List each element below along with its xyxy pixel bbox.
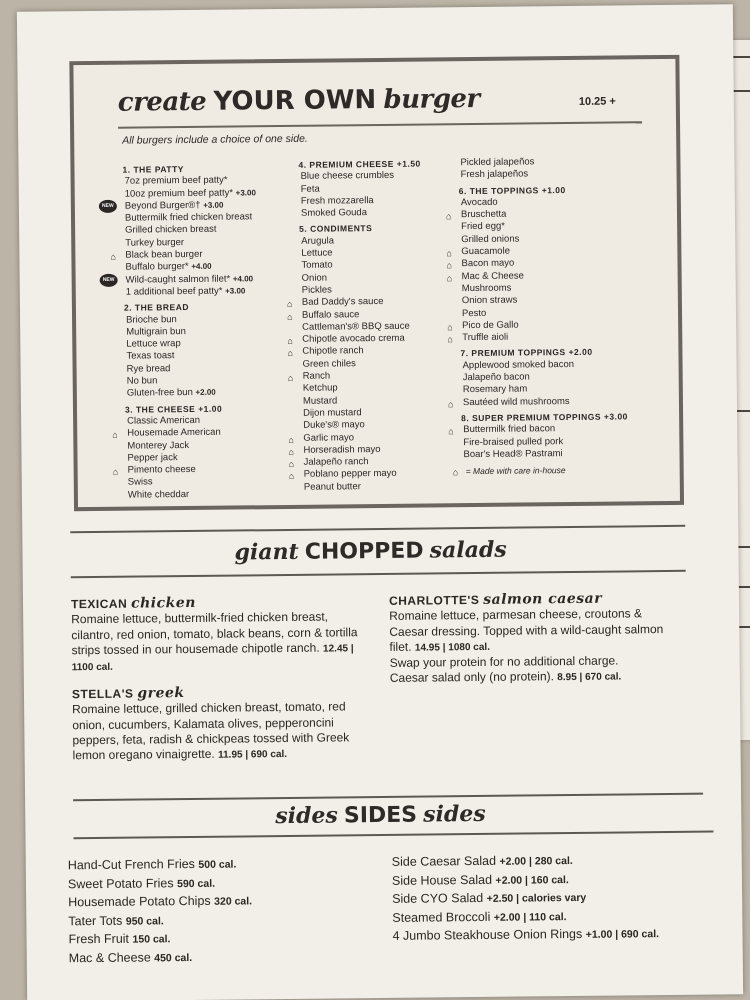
house-icon: ⌂ — [446, 272, 453, 283]
item-name: Cattleman's® BBQ sauce — [302, 320, 410, 333]
house-icon: ⌂ — [110, 251, 116, 262]
list-item — [126, 488, 296, 502]
burger-column-3 — [445, 155, 651, 478]
item-name: Rye bread — [126, 362, 171, 375]
item-name: Avocado — [460, 196, 498, 209]
sides-heading — [275, 801, 486, 829]
salad-price: 12.45 | 1100 cal. — [71, 643, 354, 674]
item-name: Bacon mayo — [461, 257, 515, 270]
item-name: Dijon mustard — [302, 407, 362, 419]
toppings-heading-label: 6. THE TOPPINGS — [458, 184, 539, 196]
caesar-only-price: 8.95 | 670 cal. — [557, 671, 622, 684]
item-price: +3.00 — [235, 187, 256, 198]
item-name: Boar's Head® Pastrami — [463, 447, 563, 460]
item-name: Mushrooms — [461, 282, 512, 295]
item-name: Texas toast — [126, 350, 175, 363]
toppings-list — [445, 195, 651, 345]
house-icon: ⌂ — [288, 459, 295, 470]
charlottes-salmon-caesar-salad — [389, 591, 680, 688]
sides-right-list — [392, 851, 659, 946]
burger-base-price: 10.25 + — [578, 95, 616, 108]
item-name: Horseradish mayo — [303, 443, 381, 456]
item-name: Brioche bun — [126, 313, 177, 326]
salad-desc-text: Romaine lettuce, grilled chicken breast, tomato, red onion, cucumbers, Kalamata olives, pepperoncini peppers, feta, radish & chickpeas tossed with Greek lemon oregano vinaigrette. — [72, 699, 350, 763]
item-name: Duke's® mayo — [303, 419, 365, 432]
item-name: Pesto — [461, 307, 487, 319]
item-price: +4.00 — [232, 273, 254, 284]
item-name: Black bean burger — [125, 248, 203, 261]
item-name: Classic American — [127, 414, 201, 427]
sides-heading-script-2: sides — [423, 800, 486, 828]
item-name: Bruschetta — [460, 208, 507, 221]
side-calories: 150 cal. — [132, 933, 171, 946]
item-name: Feta — [300, 183, 320, 195]
premium-toppings-heading-label: 7. PREMIUM TOPPINGS — [460, 347, 566, 359]
side-calories: +2.00 | 160 cal. — [495, 873, 569, 887]
item-name: Mac & Cheese — [461, 270, 524, 282]
item-name: Truffle aioli — [462, 331, 509, 344]
premium-toppings-heading-price: +2.00 — [568, 347, 593, 358]
side-calories: +2.00 | 110 cal. — [493, 910, 567, 924]
side-calories: 450 cal. — [154, 951, 193, 964]
house-icon: ⌂ — [447, 398, 454, 409]
item-name: Peanut butter — [303, 480, 361, 493]
item-name: Mustard — [302, 395, 338, 407]
side-name: Fresh Fruit — [68, 931, 130, 947]
item-name: Pico de Gallo — [462, 319, 519, 331]
item-name: Fresh mozzarella — [300, 194, 374, 207]
item-name: 10oz premium beef patty* — [124, 187, 234, 200]
item-name: Poblano pepper mayo — [303, 468, 397, 481]
salads-heading-script-2: salads — [429, 536, 507, 564]
item-name: Ketchup — [302, 382, 338, 395]
sides-top-rule — [73, 793, 703, 802]
item-name: Bad Daddy's sauce — [301, 296, 384, 309]
item-name: 7oz premium beef patty* — [124, 174, 228, 187]
side-item — [69, 948, 253, 968]
item-name: Grilled onions — [461, 233, 520, 245]
salads-bottom-rule — [71, 570, 686, 578]
item-name: Onion — [301, 272, 328, 284]
item-name: Green chiles — [302, 357, 356, 370]
item-price: +3.00 — [225, 286, 246, 296]
premium-toppings-list — [447, 358, 652, 409]
item-name: Rosemary ham — [462, 383, 528, 396]
bread-heading: 2. THE BREAD — [123, 302, 190, 313]
item-name: Blue cheese crumbles — [300, 170, 395, 183]
item-price: +2.00 — [195, 388, 216, 398]
item-name: Onion straws — [461, 294, 518, 307]
side-calories: 500 cal. — [198, 858, 237, 871]
bread-list — [124, 312, 295, 388]
house-icon: ⌂ — [445, 211, 452, 222]
item-name: Buffalo sauce — [301, 308, 360, 321]
salad-title-script: salmon caesar — [483, 590, 603, 608]
item-name: Pimento cheese — [127, 464, 196, 476]
patty-list — [101, 174, 294, 299]
sides-heading-caps: SIDES — [343, 802, 418, 829]
item-name: Chipotle ranch — [302, 345, 364, 358]
jalapeno-list — [458, 155, 648, 182]
list-item — [447, 330, 650, 345]
menu-page — [17, 4, 743, 1000]
item-name: Gluten-free bun — [126, 387, 193, 399]
list-item — [459, 167, 649, 181]
item-name: No bun — [126, 375, 158, 387]
side-calories: 950 cal. — [125, 914, 164, 928]
side-calories: 590 cal. — [177, 877, 216, 890]
burger-side-note: All burgers include a choice of one side. — [122, 132, 308, 147]
item-name: Garlic mayo — [303, 431, 355, 444]
patty-heading: 1. THE PATTY — [122, 164, 184, 175]
texican-chicken-salad — [71, 594, 372, 676]
list-item — [124, 285, 294, 299]
item-name: Lettuce wrap — [126, 338, 181, 350]
side-item — [68, 911, 252, 931]
side-calories: +2.50 | calories vary — [486, 891, 587, 905]
side-calories: 320 cal. — [214, 895, 253, 908]
item-name: Ranch — [302, 370, 331, 382]
cheese-list — [112, 414, 296, 502]
item-name: Pickled jalapeños — [460, 156, 535, 169]
premium-cheese-list — [299, 170, 455, 221]
item-name: Fire-braised pulled pork — [463, 435, 564, 448]
item-name: Guacamole — [461, 245, 511, 258]
side-name: Side CYO Salad — [392, 890, 484, 906]
sides-bottom-rule — [73, 831, 713, 840]
premium-cheese-heading-price: +1.50 — [396, 158, 421, 169]
side-item — [68, 874, 252, 894]
side-name: 4 Jumbo Steakhouse Onion Rings — [392, 926, 583, 943]
item-name: Housemade American — [127, 426, 221, 439]
list-item — [447, 395, 651, 409]
premium-cheese-heading-label: 4. PREMIUM CHEESE — [298, 158, 394, 170]
burger-divider — [118, 121, 642, 128]
house-icon: ⌂ — [447, 334, 453, 345]
condiments-heading: 5. CONDIMENTS — [299, 223, 373, 235]
burger-column-2 — [286, 157, 456, 494]
house-legend — [452, 463, 652, 478]
side-item — [392, 925, 659, 946]
item-name: Buffalo burger* — [125, 261, 189, 274]
house-icon: ⌂ — [447, 322, 453, 333]
condiments-list — [286, 234, 457, 494]
item-name: Jalapeño bacon — [462, 371, 530, 384]
item-name: Sautéed wild mushrooms — [462, 395, 570, 408]
salad-description — [72, 699, 373, 764]
new-badge-icon: NEW — [99, 200, 117, 213]
salad-title-caps: CHARLOTTE'S — [388, 592, 480, 608]
salads-heading-script: giant — [234, 538, 299, 566]
house-icon: ⌂ — [287, 372, 294, 384]
side-item — [68, 892, 252, 912]
house-icon: ⌂ — [446, 248, 452, 259]
side-name: Sweet Potato Fries — [67, 875, 174, 891]
house-icon: ⌂ — [288, 434, 294, 445]
new-badge-icon: NEW — [100, 273, 118, 286]
side-calories: +1.00 | 690 cal. — [585, 928, 660, 941]
item-name: 1 additional beef patty* — [125, 285, 223, 298]
item-name: Fresh jalapeños — [460, 168, 529, 181]
salad-title-caps: TEXICAN — [70, 596, 128, 612]
item-name: Fried egg* — [461, 221, 506, 233]
item-name: Swiss — [127, 476, 153, 489]
side-item — [68, 855, 252, 875]
burger-column-1 — [101, 159, 296, 502]
item-name: Applewood smoked bacon — [462, 358, 575, 371]
item-name: Jalapeño ranch — [303, 456, 369, 468]
salad-desc-text: Romaine lettuce, parmesan cheese, croutons & Caesar dressing. Topped with a wild-caught salmon filet. — [389, 606, 664, 654]
list-item — [302, 480, 457, 494]
house-icon: ⌂ — [452, 467, 459, 478]
salads-heading — [234, 537, 507, 566]
salads-heading-caps: CHOPPED — [304, 538, 424, 565]
house-icon: ⌂ — [287, 336, 293, 347]
legend-text: = Made with care in-house — [465, 465, 566, 477]
burger-heading — [118, 83, 480, 118]
salad-description — [71, 609, 372, 675]
salad-title-caps: STELLA'S — [71, 686, 134, 702]
cheese-heading-price: +1.00 — [198, 403, 223, 414]
caesar-only-text: Caesar salad only (no protein). — [389, 669, 554, 686]
list-item — [461, 447, 651, 461]
house-icon: ⌂ — [112, 429, 118, 441]
salad-title-script: chicken — [130, 594, 196, 612]
burger-heading-script-2: burger — [383, 83, 480, 115]
house-icon: ⌂ — [288, 471, 295, 482]
item-price: +4.00 — [191, 262, 212, 272]
item-name: White cheddar — [127, 488, 190, 501]
item-name: Arugula — [301, 235, 335, 247]
item-name: Multigrain bun — [126, 325, 186, 338]
sides-heading-script: sides — [275, 802, 338, 830]
house-icon: ⌂ — [446, 260, 453, 271]
salad-description — [389, 606, 679, 656]
item-name: Monterey Jack — [127, 439, 190, 452]
create-your-own-burger-section — [69, 55, 684, 511]
item-name: Wild-caught salmon filet* — [125, 273, 231, 286]
side-name: Hand-Cut French Fries — [67, 856, 195, 873]
swap-protein-note: Swap your protein for no additional charge. — [389, 653, 619, 671]
cheese-heading-label: 3. THE CHEESE — [124, 403, 196, 415]
side-name: Tater Tots — [68, 913, 123, 928]
stellas-greek-salad — [72, 684, 373, 765]
item-name: Tomato — [301, 259, 333, 272]
item-name: Chipotle avocado crema — [302, 332, 405, 345]
side-name: Side Caesar Salad — [391, 853, 497, 869]
house-icon: ⌂ — [286, 299, 293, 310]
burger-heading-script: create — [117, 86, 207, 118]
side-name: Mac & Cheese — [68, 949, 151, 965]
salad-desc-text: Romaine lettuce, buttermilk-fried chicken breast, cilantro, red onion, tomato, black beans, corn & tortilla strips tossed in our housemade chipotle ranch. — [71, 609, 358, 658]
item-name: Lettuce — [301, 247, 333, 259]
super-premium-heading-price: +3.00 — [603, 411, 628, 422]
item-name: Pickles — [301, 284, 332, 296]
super-premium-list — [448, 422, 651, 461]
toppings-heading-price: +1.00 — [541, 184, 566, 195]
house-icon: ⌂ — [448, 426, 454, 437]
item-name: Pepper jack — [127, 451, 178, 464]
item-name: Beyond Burger®† — [124, 199, 201, 212]
super-premium-heading-label: 8. SUPER PREMIUM TOPPINGS — [461, 411, 602, 424]
salads-top-rule — [70, 525, 685, 533]
house-icon: ⌂ — [286, 311, 293, 322]
house-icon: ⌂ — [288, 446, 294, 457]
item-price: +3.00 — [203, 200, 224, 210]
item-name: Buttermilk fried chicken breast — [124, 211, 253, 224]
side-calories: +2.00 | 280 cal. — [499, 855, 573, 868]
item-name: Smoked Gouda — [300, 207, 368, 219]
house-icon: ⌂ — [112, 466, 119, 477]
salad-price: 14.95 | 1080 cal. — [414, 641, 491, 654]
side-name: Side House Salad — [391, 872, 493, 888]
item-name: Buttermilk fried bacon — [463, 423, 556, 436]
salad-price: 11.95 | 690 cal. — [218, 749, 288, 761]
side-name: Steamed Broccoli — [392, 909, 491, 925]
list-item — [125, 386, 295, 400]
burger-heading-caps: YOUR OWN — [213, 85, 377, 117]
caesar-only-line — [390, 668, 680, 687]
item-name: Grilled chicken breast — [125, 224, 217, 237]
sides-left-list — [68, 855, 253, 968]
side-item — [68, 929, 252, 949]
list-item — [299, 206, 454, 220]
side-name: Housemade Potato Chips — [68, 893, 211, 910]
item-name: Turkey burger — [125, 236, 185, 249]
salad-title-script: greek — [137, 685, 185, 702]
house-icon: ⌂ — [287, 348, 293, 359]
